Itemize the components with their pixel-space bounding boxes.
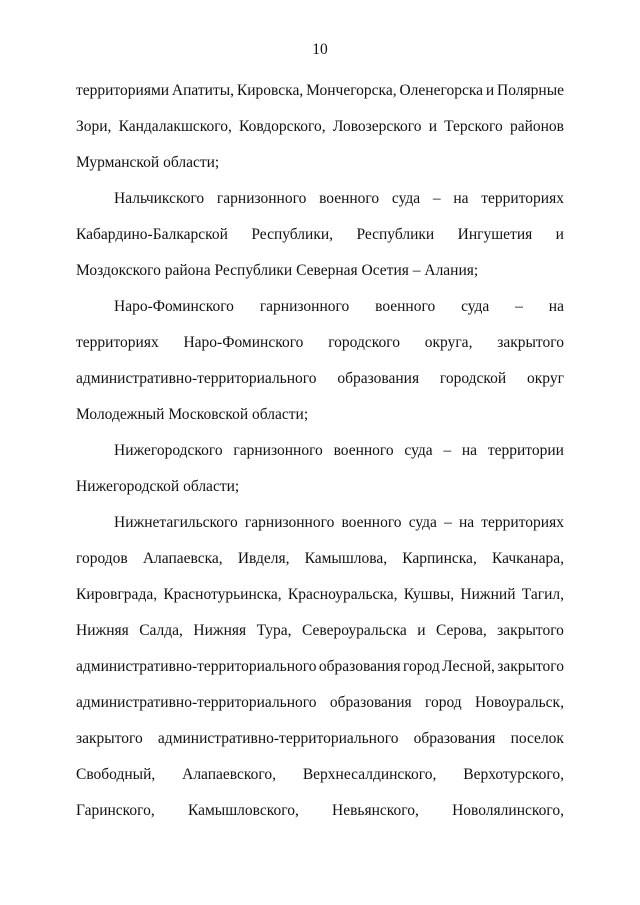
word: Кандалакшского, (118, 118, 232, 135)
line-text: Мурманской области; (76, 154, 220, 171)
word: – (432, 190, 441, 207)
word: город (403, 658, 440, 675)
word: Алапаевска, (142, 550, 223, 567)
word: Ловозерского (332, 118, 422, 135)
word: Верхотурского, (463, 766, 564, 783)
word: и (417, 622, 426, 639)
word: Качканара, (491, 550, 564, 567)
word: Свободный, (76, 766, 156, 783)
word: Верхнесалдинского, (302, 766, 437, 783)
word: гарнизонного (244, 514, 335, 531)
word: Нижнетагильского (114, 514, 238, 531)
word: городов (76, 550, 128, 567)
word: Нижняя (193, 622, 247, 639)
word: Камышловского, (187, 802, 299, 819)
word: округ (527, 370, 564, 387)
word: округа, (424, 334, 473, 351)
word: территориях (76, 334, 159, 351)
word: Наро-Фоминского (114, 298, 234, 315)
text-line (76, 620, 564, 642)
word: Полярные (497, 82, 564, 99)
word: Нижняя (76, 622, 129, 639)
word: и (555, 226, 564, 243)
word: территориях (481, 190, 564, 207)
word: суда (408, 514, 437, 531)
text-line (76, 224, 564, 246)
word: Ковдорского, (239, 118, 326, 135)
word: Лесной, (442, 658, 495, 675)
text-line (114, 440, 564, 462)
word: военного (341, 514, 402, 531)
word: на (461, 442, 478, 459)
word: и (428, 118, 437, 135)
word: военного (333, 442, 394, 459)
text-line (76, 152, 564, 174)
text-line (114, 512, 564, 534)
word: суда (391, 190, 421, 207)
word: Республики, (251, 226, 334, 243)
word: гарнизонного (259, 298, 350, 315)
word: административно-территориального (157, 730, 399, 747)
word: образования (413, 730, 496, 747)
word: территории (487, 442, 564, 459)
word: городского (328, 334, 400, 351)
word: Кировграда, (76, 586, 158, 603)
word: Ингушетия (457, 226, 533, 243)
word: Краснотурьинска, (163, 586, 282, 603)
word: Оленегорска (399, 82, 483, 99)
word: – (515, 298, 523, 315)
word: – (443, 442, 452, 459)
word: Красноуральска, (287, 586, 398, 603)
word: закрытого (76, 730, 143, 747)
word: Нижний (460, 586, 516, 603)
line-text: Нижегородской области; (76, 478, 240, 495)
text-line (76, 260, 564, 282)
word: территориями (76, 82, 170, 99)
word: Карпинска, (402, 550, 477, 567)
word: Камышлова, (304, 550, 388, 567)
word: Кушвы, (403, 586, 455, 603)
word: Гаринского, (76, 802, 155, 819)
word: город (425, 694, 462, 711)
text-line (76, 116, 564, 138)
word: на (548, 298, 564, 315)
word: Тура, (256, 622, 292, 639)
text-line (114, 188, 564, 210)
word: на (458, 514, 475, 531)
word: Серова, (435, 622, 487, 639)
word: Нижегородского (114, 442, 223, 459)
word: Североуральска (301, 622, 407, 639)
word: суда (404, 442, 433, 459)
word: военного (375, 298, 436, 315)
word: Нальчикского (114, 190, 205, 207)
word: Салда, (139, 622, 183, 639)
word: административно-территориального (76, 658, 317, 675)
word: Алапаевского, (182, 766, 276, 783)
word: закрытого (497, 622, 564, 639)
word: гарнизонного (233, 442, 323, 459)
word: административно-территориального (76, 370, 317, 387)
word: Мончегорска, (306, 82, 397, 99)
word: городской (439, 370, 507, 387)
word: – (444, 514, 452, 531)
word: образования (318, 658, 401, 675)
page-number: 10 (312, 41, 328, 58)
text-line (76, 584, 564, 606)
text-line (76, 656, 564, 678)
text-line (76, 728, 564, 750)
word: Зори, (76, 118, 112, 135)
word: закрытого (497, 658, 564, 675)
word: Республики (356, 226, 435, 243)
word: Кабардино-Балкарской (76, 226, 228, 243)
word: Невьянского, (332, 802, 419, 819)
text-line (114, 296, 564, 318)
word: и (485, 82, 495, 99)
text-line (76, 332, 564, 354)
text-line (76, 764, 564, 786)
word: Кировска, (236, 82, 304, 99)
text-line (76, 476, 564, 498)
word: Наро-Фоминского (183, 334, 304, 351)
text-line (76, 692, 564, 714)
word: на (453, 190, 469, 207)
line-text: Моздокского района Республики Северная Осетия – Алания; (76, 262, 479, 279)
line-text: Молодежный Московской области; (76, 406, 309, 423)
text-line (76, 800, 564, 822)
word: образования (329, 694, 412, 711)
word: Апатиты, (171, 82, 235, 99)
word: поселок (510, 730, 564, 747)
text-line (76, 404, 564, 426)
word: территориях (481, 514, 564, 531)
text-line (76, 80, 564, 102)
word: районов (509, 118, 564, 135)
word: военного (319, 190, 380, 207)
text-line (76, 548, 564, 570)
word: гарнизонного (216, 190, 307, 207)
word: образования (337, 370, 420, 387)
word: Новоуральск, (475, 694, 564, 711)
word: закрытого (497, 334, 564, 351)
word: Ивделя, (237, 550, 290, 567)
word: Тагил, (521, 586, 564, 603)
word: суда (461, 298, 490, 315)
word: Терского (444, 118, 503, 135)
word: административно-территориального (76, 694, 317, 711)
text-line (76, 368, 564, 390)
word: Новолялинского, (452, 802, 564, 819)
